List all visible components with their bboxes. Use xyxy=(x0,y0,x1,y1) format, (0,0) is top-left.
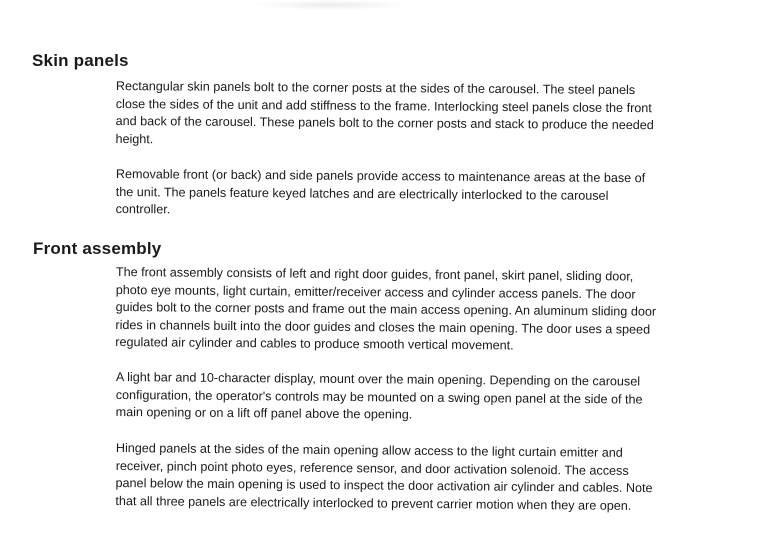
paragraph-skin-panels-2 xyxy=(116,166,646,223)
text-line: and back of the carousel. These panels bolt to the corner posts and stack to produce the needed xyxy=(115,113,654,133)
section-heading-front-assembly: Front assembly xyxy=(33,239,162,258)
text-line: receiver, pinch point photo eyes, reference sensor, and door activation solenoid. The access xyxy=(115,458,629,478)
text-line: configuration, the operator's controls may be mounted on a swing open panel at the side of the xyxy=(115,387,643,407)
paragraph-front-assembly-1 xyxy=(115,264,656,356)
text-line: Hinged panels at the sides of the main opening allow access to the light curtain emitter and xyxy=(115,440,623,460)
text-line: A light bar and 10-character display, mount over the main opening. Depending on the carousel xyxy=(115,369,641,389)
section-heading-skin-panels: Skin panels xyxy=(32,51,129,70)
text-line: Rectangular skin panels bolt to the corner posts at the sides of the carousel. The steel panels xyxy=(115,78,636,98)
paragraph-skin-panels-1 xyxy=(115,78,654,152)
text-line: The front assembly consists of left and right door guides, front panel, skirt panel, sliding door, xyxy=(115,264,634,284)
paragraph-front-assembly-3 xyxy=(115,440,653,515)
text-line: the unit. The panels feature keyed latches and are electrically interlocked to the carousel xyxy=(115,184,609,203)
text-line: photo eye mounts, light curtain, emitter/receiver access and cylinder access panels. The door xyxy=(115,282,636,302)
text-line: panel below the main opening is used to inspect the door activation air cylinder and cables. Note xyxy=(115,475,653,496)
text-line: height. xyxy=(115,131,154,146)
text-line: regulated air cylinder and cables to produce smooth vertical movement. xyxy=(115,334,514,353)
text-line: controller. xyxy=(115,201,171,217)
paragraph-front-assembly-2 xyxy=(116,369,643,426)
text-line: close the sides of the unit and add stiffness to the frame. Interlocking steel panels close the front xyxy=(115,96,652,115)
scan-artifact xyxy=(250,0,410,10)
text-line: Removable front (or back) and side panels provide access to maintenance areas at the base of xyxy=(115,166,646,186)
text-line: rides in channels built into the door guides and closes the main opening. The door uses a speed xyxy=(115,317,651,337)
text-line: that all three panels are electrically interlocked to prevent carrier motion when they are open. xyxy=(115,493,632,513)
text-line: guides bolt to the corner posts and frame out the main access opening. An aluminum sliding door xyxy=(115,299,657,319)
text-line: main opening or on a lift off panel above the opening. xyxy=(115,404,413,422)
